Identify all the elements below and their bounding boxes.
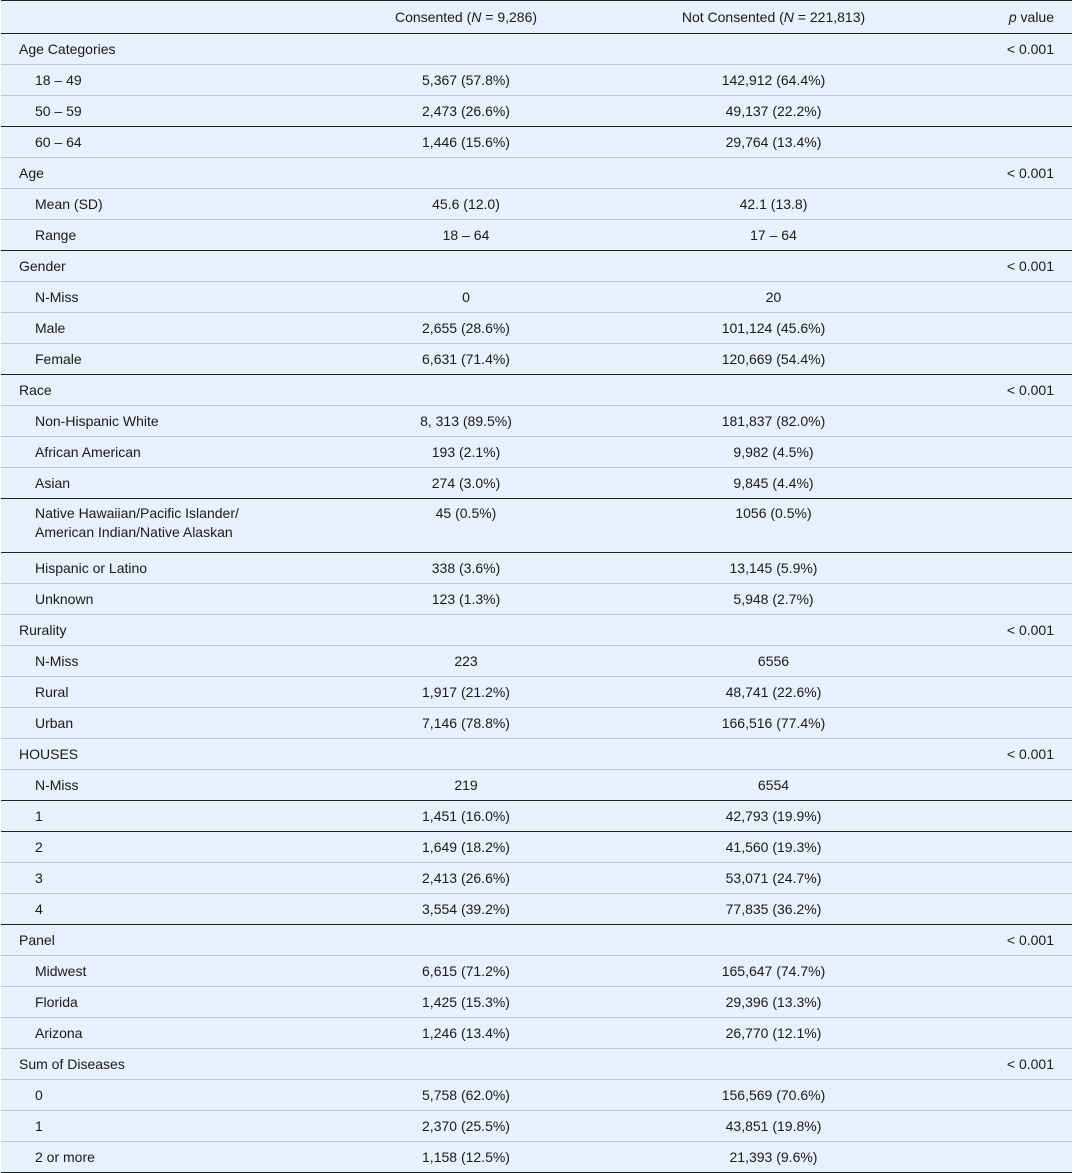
table-row (1, 832, 1072, 863)
table-row (1, 189, 1072, 220)
p-value-cell: < 0.001 (916, 158, 1072, 189)
table-row (1, 1018, 1072, 1049)
p-value-cell (916, 677, 1072, 708)
header-consented-prefix: Consented ( (394, 8, 472, 25)
table-row (1, 801, 1072, 832)
not-consented-cell: 6554 (631, 770, 916, 801)
table-row (1, 894, 1072, 925)
row-label: Florida (1, 987, 301, 1018)
consented-cell (301, 739, 631, 770)
row-label-line: Native Hawaiian/Pacific Islander/ (35, 505, 239, 521)
consented-cell: 1,246 (13.4%) (301, 1018, 631, 1049)
p-value-cell (916, 437, 1072, 468)
demographics-table (1, 0, 1072, 1173)
p-value-cell (916, 406, 1072, 437)
category-label: Race (1, 375, 301, 406)
consented-cell: 2,370 (25.5%) (301, 1111, 631, 1142)
not-consented-cell: 120,669 (54.4%) (631, 344, 916, 375)
header-label-cell (1, 1, 301, 34)
consented-cell (301, 925, 631, 956)
consented-cell (301, 251, 631, 282)
category-row (1, 158, 1072, 189)
table-row (1, 1142, 1072, 1173)
p-value-cell (916, 863, 1072, 894)
p-value-cell (916, 1142, 1072, 1173)
row-label: Female (1, 344, 301, 375)
consented-cell: 1,425 (15.3%) (301, 987, 631, 1018)
row-label: N-Miss (1, 282, 301, 313)
header-not-consented-prefix: Not Consented ( (681, 8, 784, 25)
table-row (1, 1080, 1072, 1111)
consented-cell: 8, 313 (89.5%) (301, 406, 631, 437)
p-value-cell (916, 1111, 1072, 1142)
table-row (1, 584, 1072, 615)
row-label: N-Miss (1, 770, 301, 801)
p-value-cell: < 0.001 (916, 615, 1072, 646)
p-value-cell (916, 894, 1072, 925)
p-value-cell: < 0.001 (916, 34, 1072, 65)
p-value-cell (916, 468, 1072, 499)
not-consented-cell: 9,982 (4.5%) (631, 437, 916, 468)
not-consented-cell (631, 739, 916, 770)
p-value-cell (916, 801, 1072, 832)
row-label: 2 (1, 832, 301, 863)
category-row (1, 34, 1072, 65)
category-label: Age Categories (1, 34, 301, 65)
consented-cell: 123 (1.3%) (301, 584, 631, 615)
not-consented-cell: 41,560 (19.3%) (631, 832, 916, 863)
table-row (1, 708, 1072, 739)
p-value-cell (916, 127, 1072, 158)
header-p-suffix: value (1016, 8, 1054, 25)
not-consented-cell: 1056 (0.5%) (631, 499, 916, 553)
row-label-line: American Indian/Native Alaskan (35, 524, 233, 540)
table-row (1, 96, 1072, 127)
not-consented-cell: 26,770 (12.1%) (631, 1018, 916, 1049)
not-consented-cell (631, 34, 916, 65)
p-value-cell (916, 220, 1072, 251)
table-row (1, 987, 1072, 1018)
row-label: Arizona (1, 1018, 301, 1049)
row-label: 18 – 49 (1, 65, 301, 96)
category-row (1, 925, 1072, 956)
not-consented-cell: 53,071 (24.7%) (631, 863, 916, 894)
table-row (1, 437, 1072, 468)
not-consented-cell: 142,912 (64.4%) (631, 65, 916, 96)
row-label: 50 – 59 (1, 96, 301, 127)
not-consented-cell (631, 375, 916, 406)
row-label: Non-Hispanic White (1, 406, 301, 437)
row-label-cell (1, 499, 301, 553)
not-consented-cell: 17 – 64 (631, 220, 916, 251)
table-row (1, 863, 1072, 894)
table-row (1, 646, 1072, 677)
table-row (1, 220, 1072, 251)
p-value-cell: < 0.001 (916, 375, 1072, 406)
not-consented-cell: 165,647 (74.7%) (631, 956, 916, 987)
not-consented-cell: 9,845 (4.4%) (631, 468, 916, 499)
consented-cell: 3,554 (39.2%) (301, 894, 631, 925)
p-value-cell (916, 96, 1072, 127)
consented-cell (301, 615, 631, 646)
not-consented-cell: 42.1 (13.8) (631, 189, 916, 220)
p-value-cell: < 0.001 (916, 1049, 1072, 1080)
consented-cell (301, 34, 631, 65)
row-label: Unknown (1, 584, 301, 615)
not-consented-cell: 29,396 (13.3%) (631, 987, 916, 1018)
consented-cell (301, 158, 631, 189)
row-label: 3 (1, 863, 301, 894)
consented-cell: 5,367 (57.8%) (301, 65, 631, 96)
row-label: 60 – 64 (1, 127, 301, 158)
p-value-cell (916, 832, 1072, 863)
table-row (1, 553, 1072, 584)
table-row (1, 770, 1072, 801)
header-consented-n-symbol: N (471, 8, 482, 25)
not-consented-cell: 156,569 (70.6%) (631, 1080, 916, 1111)
p-value-cell: < 0.001 (916, 925, 1072, 956)
category-label: HOUSES (1, 739, 301, 770)
not-consented-cell: 6556 (631, 646, 916, 677)
header-consented (301, 1, 631, 34)
row-label: Urban (1, 708, 301, 739)
consented-cell: 5,758 (62.0%) (301, 1080, 631, 1111)
p-value-cell (916, 65, 1072, 96)
header-not-consented-n-symbol: N (783, 8, 794, 25)
p-value-cell (916, 553, 1072, 584)
category-row (1, 1049, 1072, 1080)
consented-cell: 274 (3.0%) (301, 468, 631, 499)
table-row (1, 1111, 1072, 1142)
p-value-cell (916, 987, 1072, 1018)
category-row (1, 375, 1072, 406)
consented-cell: 1,917 (21.2%) (301, 677, 631, 708)
row-label: N-Miss (1, 646, 301, 677)
not-consented-cell: 77,835 (36.2%) (631, 894, 916, 925)
row-label: Male (1, 313, 301, 344)
table-row (1, 127, 1072, 158)
p-value-cell (916, 956, 1072, 987)
consented-cell (301, 1049, 631, 1080)
consented-cell: 338 (3.6%) (301, 553, 631, 584)
not-consented-cell (631, 251, 916, 282)
consented-cell: 1,451 (16.0%) (301, 801, 631, 832)
not-consented-cell (631, 1049, 916, 1080)
category-label: Age (1, 158, 301, 189)
not-consented-cell: 13,145 (5.9%) (631, 553, 916, 584)
row-label: 4 (1, 894, 301, 925)
consented-cell: 223 (301, 646, 631, 677)
not-consented-cell: 101,124 (45.6%) (631, 313, 916, 344)
row-label: Asian (1, 468, 301, 499)
p-value-cell (916, 499, 1072, 553)
row-label: 1 (1, 801, 301, 832)
consented-cell: 193 (2.1%) (301, 437, 631, 468)
not-consented-cell: 43,851 (19.8%) (631, 1111, 916, 1142)
consented-cell: 6,615 (71.2%) (301, 956, 631, 987)
not-consented-cell: 29,764 (13.4%) (631, 127, 916, 158)
category-label: Rurality (1, 615, 301, 646)
category-label: Sum of Diseases (1, 1049, 301, 1080)
consented-cell: 2,655 (28.6%) (301, 313, 631, 344)
category-label: Gender (1, 251, 301, 282)
table-row (1, 65, 1072, 96)
table-row (1, 344, 1072, 375)
header-consented-n-value: = 9,286) (481, 8, 538, 25)
table-row (1, 499, 1072, 553)
p-value-cell (916, 344, 1072, 375)
row-label: 2 or more (1, 1142, 301, 1173)
table-row (1, 956, 1072, 987)
p-value-cell (916, 313, 1072, 344)
row-label: Range (1, 220, 301, 251)
consented-cell: 18 – 64 (301, 220, 631, 251)
row-label: 1 (1, 1111, 301, 1142)
not-consented-cell (631, 158, 916, 189)
consented-cell: 1,158 (12.5%) (301, 1142, 631, 1173)
p-value-cell (916, 770, 1072, 801)
not-consented-cell: 166,516 (77.4%) (631, 708, 916, 739)
p-value-cell: < 0.001 (916, 251, 1072, 282)
row-label: Midwest (1, 956, 301, 987)
not-consented-cell (631, 615, 916, 646)
consented-cell: 7,146 (78.8%) (301, 708, 631, 739)
header-p-symbol: p (1008, 8, 1017, 25)
table-row (1, 468, 1072, 499)
table-header-row (1, 1, 1072, 34)
consented-cell: 2,473 (26.6%) (301, 96, 631, 127)
not-consented-cell: 5,948 (2.7%) (631, 584, 916, 615)
category-row (1, 739, 1072, 770)
consented-cell: 45 (0.5%) (301, 499, 631, 553)
p-value-cell (916, 189, 1072, 220)
consented-cell: 0 (301, 282, 631, 313)
p-value-cell (916, 708, 1072, 739)
header-not-consented-n-value: = 221,813) (793, 8, 866, 25)
not-consented-cell: 181,837 (82.0%) (631, 406, 916, 437)
p-value-cell (916, 282, 1072, 313)
table-body (1, 34, 1072, 1173)
row-label: Rural (1, 677, 301, 708)
table-row (1, 406, 1072, 437)
category-label: Panel (1, 925, 301, 956)
row-label: Mean (SD) (1, 189, 301, 220)
p-value-cell (916, 1018, 1072, 1049)
table-row (1, 677, 1072, 708)
not-consented-cell: 42,793 (19.9%) (631, 801, 916, 832)
consented-cell: 2,413 (26.6%) (301, 863, 631, 894)
row-label: Hispanic or Latino (1, 553, 301, 584)
row-label: African American (1, 437, 301, 468)
not-consented-cell (631, 925, 916, 956)
not-consented-cell: 49,137 (22.2%) (631, 96, 916, 127)
p-value-cell (916, 1080, 1072, 1111)
header-p-value (916, 1, 1072, 34)
consented-cell (301, 375, 631, 406)
p-value-cell: < 0.001 (916, 739, 1072, 770)
p-value-cell (916, 584, 1072, 615)
consented-cell: 6,631 (71.4%) (301, 344, 631, 375)
row-label: 0 (1, 1080, 301, 1111)
not-consented-cell: 21,393 (9.6%) (631, 1142, 916, 1173)
category-row (1, 615, 1072, 646)
table-row (1, 282, 1072, 313)
consented-cell: 1,446 (15.6%) (301, 127, 631, 158)
p-value-cell (916, 646, 1072, 677)
consented-cell: 219 (301, 770, 631, 801)
header-not-consented (631, 1, 916, 34)
not-consented-cell: 48,741 (22.6%) (631, 677, 916, 708)
consented-cell: 1,649 (18.2%) (301, 832, 631, 863)
table-row (1, 313, 1072, 344)
category-row (1, 251, 1072, 282)
consented-cell: 45.6 (12.0) (301, 189, 631, 220)
not-consented-cell: 20 (631, 282, 916, 313)
